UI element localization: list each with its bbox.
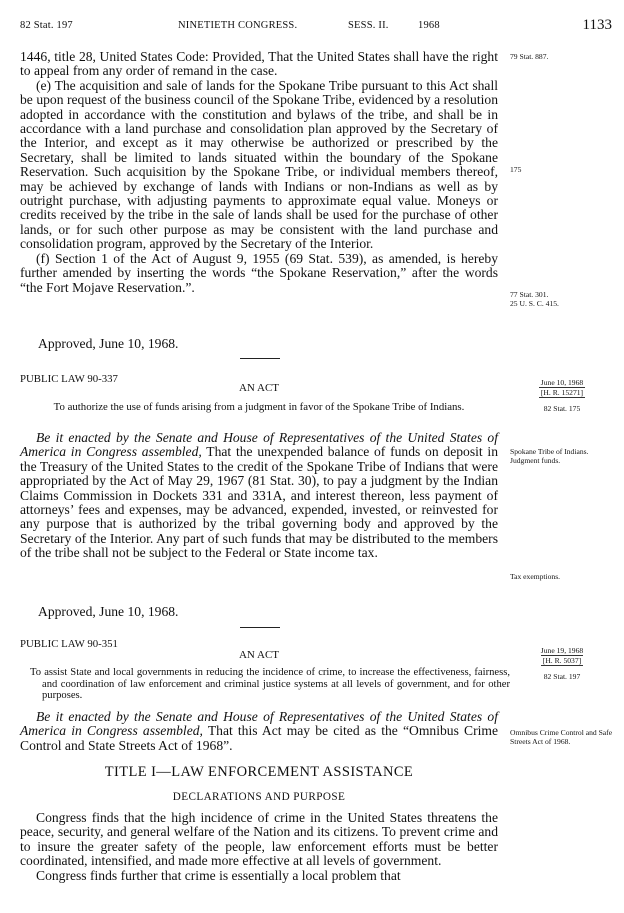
- page-number: 1133: [582, 17, 612, 33]
- bill-date-2: June 19, 1968: [540, 646, 584, 655]
- margin-topic-2: Omnibus Crime Control and Safe Streets Act of 1968.: [510, 728, 613, 746]
- act-purpose-1: To authorize the use of funds arising from a judgment in favor of the Spokane Tribe of Indians.: [53, 401, 465, 413]
- body-top: [20, 50, 498, 295]
- act-title-1: AN ACT: [238, 382, 280, 394]
- margin-topic-1: Spokane Tribe of Indians. Judgment funds.: [510, 447, 589, 465]
- act-text-1: That the unexpended balance of funds on deposit in the Treasury of the United States to the credit of the Spokane Tribe of Indians that were appropriated by the Act of May 29, 1967 (81 Stat. 30), to pay a judgment by the Indian Claims Commission in Dockets 331 and 331A, and interest thereon, less payment of attorneys’ fees and expenses, may be advanced, expended, invested, or reinvested for any purpose that is authorized by the tribal governing body and approved by the Secretary of the Interior. Any part of such funds that may be distributed to the members of the tribe shall not be subject to the Federal or State income tax.: [20, 444, 498, 561]
- act-purpose-2: To assist State and local governments in reducing the incidence of crime, to increase the effectiveness, fairness, and coordination of law enforcement and criminal justice systems at all levels of government, and for other purposes.: [30, 667, 510, 701]
- continuation-text: 1446, title 28, United States Code: Provided, That the United States shall have the right to appeal from any order of remand in the case.: [20, 49, 498, 79]
- bill-date-1: June 10, 1968: [540, 378, 584, 387]
- margin-note-77-stat: 77 Stat. 301.: [510, 290, 549, 299]
- divider: [240, 627, 280, 628]
- act-body-1: [20, 431, 498, 561]
- public-law-number-1: PUBLIC LAW 90-337: [20, 373, 118, 385]
- margin-bill-box-2: [512, 646, 612, 681]
- enacting-text-1: [20, 431, 498, 561]
- public-law-number-2: PUBLIC LAW 90-351: [20, 638, 118, 650]
- margin-note-175: 175: [510, 165, 522, 174]
- margin-tax-note: Tax exemptions.: [510, 572, 561, 581]
- act-body-2: [20, 710, 498, 753]
- bill-number-1: [H. R. 15271]: [540, 388, 584, 397]
- bill-stat-1: 82 Stat. 175: [543, 404, 581, 413]
- section-heading: DECLARATIONS AND PURPOSE: [172, 791, 346, 803]
- approved-line-2: Approved, June 10, 1968.: [38, 604, 179, 619]
- margin-bill-box-1: [512, 378, 612, 413]
- act-text-2: That this Act may be cited as the “Omnibus Crime Control and State Streets Act of 1968”.: [20, 723, 498, 753]
- margin-note-usc: 25 U. S. C. 415.: [510, 299, 559, 308]
- running-title: NINETIETH CONGRESS.: [178, 20, 298, 31]
- session-label: SESS. II.: [348, 20, 389, 31]
- enacting-clause-2: Be it enacted by the Senate and House of Representatives of the United States of America in Congress assembled,: [20, 709, 498, 739]
- bill-stat-2: 82 Stat. 197: [543, 672, 581, 681]
- title-heading: TITLE I—LAW ENFORCEMENT ASSISTANCE: [104, 764, 414, 780]
- approved-line-1: Approved, June 10, 1968.: [38, 336, 179, 351]
- enacting-text-2: [20, 710, 498, 753]
- header-stat-ref: 82 Stat. 197: [20, 20, 73, 31]
- paragraph-e: (e) The acquisition and sale of lands for the Spokane Tribe pursuant to this Act shall be upon request of the business council of the Spokane Tribe, evidenced by a resolution adopted in accordance with the constitution and bylaws of the tribe, and shall be in accordance with a land purchase and consolidation plan approved by the Secretary of the Interior, and except as it may otherwise be authorized or prescribed by the Secretary, shall be limited to lands situated within the boundary of the Spokane Reservation. Such acquisition by the Spokane Tribe, or individual members thereof, may be achieved by exchange of lands with Indians or non-Indians as well as by outright purchase, with adjusting payments to approximate equal value. Moneys or credits received by the tribe in the sale of lands shall be used for the purchase of other lands, or for such other purpose as may be consistent with the land purchase and consolidation program, approved by the Secretary of the Interior.: [20, 77, 498, 252]
- bill-number-2: [H. R. 5037]: [542, 656, 582, 665]
- declarations-paragraph-1: Congress finds that the high incidence of crime in the United States threatens the peace, security, and general welfare of the Nation and its citizens. To prevent crime and to insure the greater safety of the people, law enforcement efforts must be better coordinated, intensified, and made more effective at all levels of government.: [20, 810, 498, 869]
- declarations-paragraph-2: Congress finds further that crime is essentially a local problem that: [36, 867, 401, 883]
- paragraph-f: (f) Section 1 of the Act of August 9, 1955 (69 Stat. 539), as amended, is hereby further amended by inserting the words “the Spokane Reservation,” after the words “the Fort Mojave Reservation.”.: [20, 250, 498, 295]
- header-year: 1968: [418, 20, 440, 31]
- declarations-body: [20, 811, 498, 883]
- margin-note-stat: 79 Stat. 887.: [510, 52, 549, 61]
- divider: [240, 358, 280, 359]
- act-title-2: AN ACT: [238, 649, 280, 661]
- enacting-clause-1: Be it enacted by the Senate and House of Representatives of the United States of America in Congress assembled,: [20, 430, 498, 460]
